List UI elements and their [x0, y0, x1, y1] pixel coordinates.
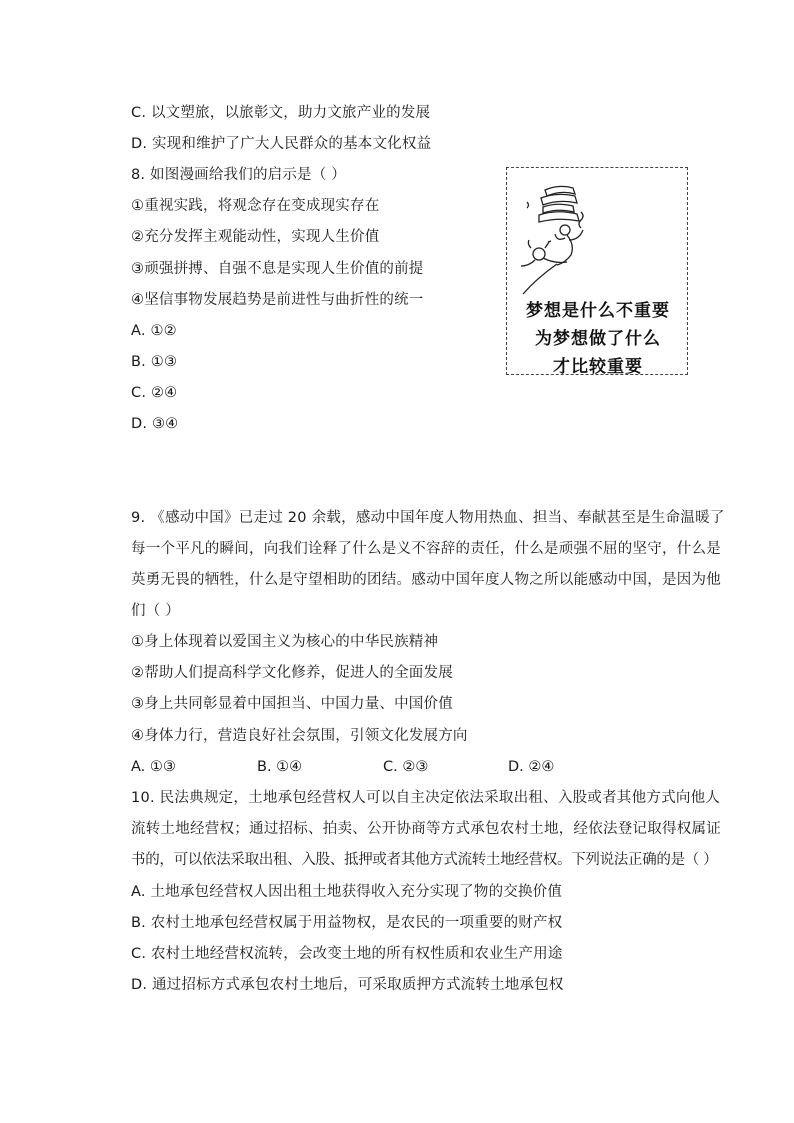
- q9-item-4: ④身体力行，营造良好社会氛围，引领文化发展方向: [131, 728, 468, 744]
- q8-item-3: ③顽强拼搏、自强不息是实现人生价值的前提: [131, 261, 424, 277]
- q8-item-1: ①重视实践，将观念存在变成现实存在: [131, 198, 380, 214]
- q9-option-a: A. ①③: [131, 759, 176, 775]
- q8-item-2: ②充分发挥主观能动性，实现人生价值: [131, 229, 380, 245]
- q10-option-c: C. 农村土地经营权流转，会改变土地的所有权性质和农业生产用途: [131, 946, 563, 962]
- q8-option-d: D. ③④: [131, 416, 179, 432]
- q8-option-b: B. ①③: [131, 354, 178, 370]
- q10-option-d: D. 通过招标方式承包农村土地后，可采取质押方式流转土地承包权: [131, 977, 564, 993]
- q10-stem-line-3: 书的，可以依法采取出租、入股、抵押或者其他方式流转土地经营权。下列说法正确的是（ ）: [131, 852, 718, 868]
- q9-option-d: D. ②④: [508, 759, 555, 775]
- q7-option-c: C. 以文塑旅，以旅彰文，助力文旅产业的发展: [131, 105, 431, 121]
- q10-option-b: B. 农村土地承包经营权属于用益物权，是农民的一项重要的财产权: [131, 915, 563, 931]
- q10-option-a: A. 土地承包经营权人因出租土地获得收入充分实现了物的交换价值: [131, 884, 563, 900]
- q10-stem-line-1: 10. 民法典规定，土地承包经营权人可以自主决定依法采取出租、入股或者其他方式向他人: [131, 790, 721, 806]
- q9-item-2: ②帮助人们提高科学文化修养，促进人的全面发展: [131, 665, 453, 681]
- q8-stem: 8. 如图漫画给我们的启示是（ ）: [131, 167, 346, 183]
- q9-stem-line-3: 英勇无畏的牺牲，什么是守望相助的团结。感动中国年度人物之所以能感动中国，是因为他: [131, 572, 721, 588]
- q9-stem-line-1: 9. 《感动中国》已走过 20 余载，感动中国年度人物用热血、担当、奉献甚至是生命温暖了: [131, 510, 725, 526]
- cartoon-caption-line-2: 为梦想做了什么: [535, 329, 661, 349]
- cartoon-caption-line-1: 梦想是什么不重要: [526, 301, 670, 321]
- q8-option-c: C. ②④: [131, 385, 178, 401]
- q9-stem-line-2: 每一个平凡的瞬间，向我们诠释了什么是义不容辞的责任，什么是顽强不屈的坚守，什么是: [131, 541, 721, 557]
- q10-stem-line-2: 流转土地经营权；通过招标、拍卖、公开协商等方式承包农村土地，经依法登记取得权属证: [131, 821, 721, 837]
- cartoon-caption-line-3: 才比较重要: [553, 357, 643, 377]
- q8-option-a: A. ①②: [131, 323, 177, 339]
- q9-item-3: ③身上共同彰显着中国担当、中国力量、中国价值: [131, 696, 453, 712]
- q7-option-d: D. 实现和维护了广大人民群众的基本文化权益: [131, 136, 432, 152]
- q9-option-b: B. ①④: [257, 759, 303, 775]
- q8-item-4: ④坚信事物发展趋势是前进性与曲折性的统一: [131, 292, 424, 308]
- q9-stem-line-4: 们（ ）: [131, 603, 180, 619]
- q9-item-1: ①身上体现着以爱国主义为核心的中华民族精神: [131, 634, 439, 650]
- q9-option-c: C. ②③: [383, 759, 429, 775]
- q8-cartoon: [506, 167, 688, 375]
